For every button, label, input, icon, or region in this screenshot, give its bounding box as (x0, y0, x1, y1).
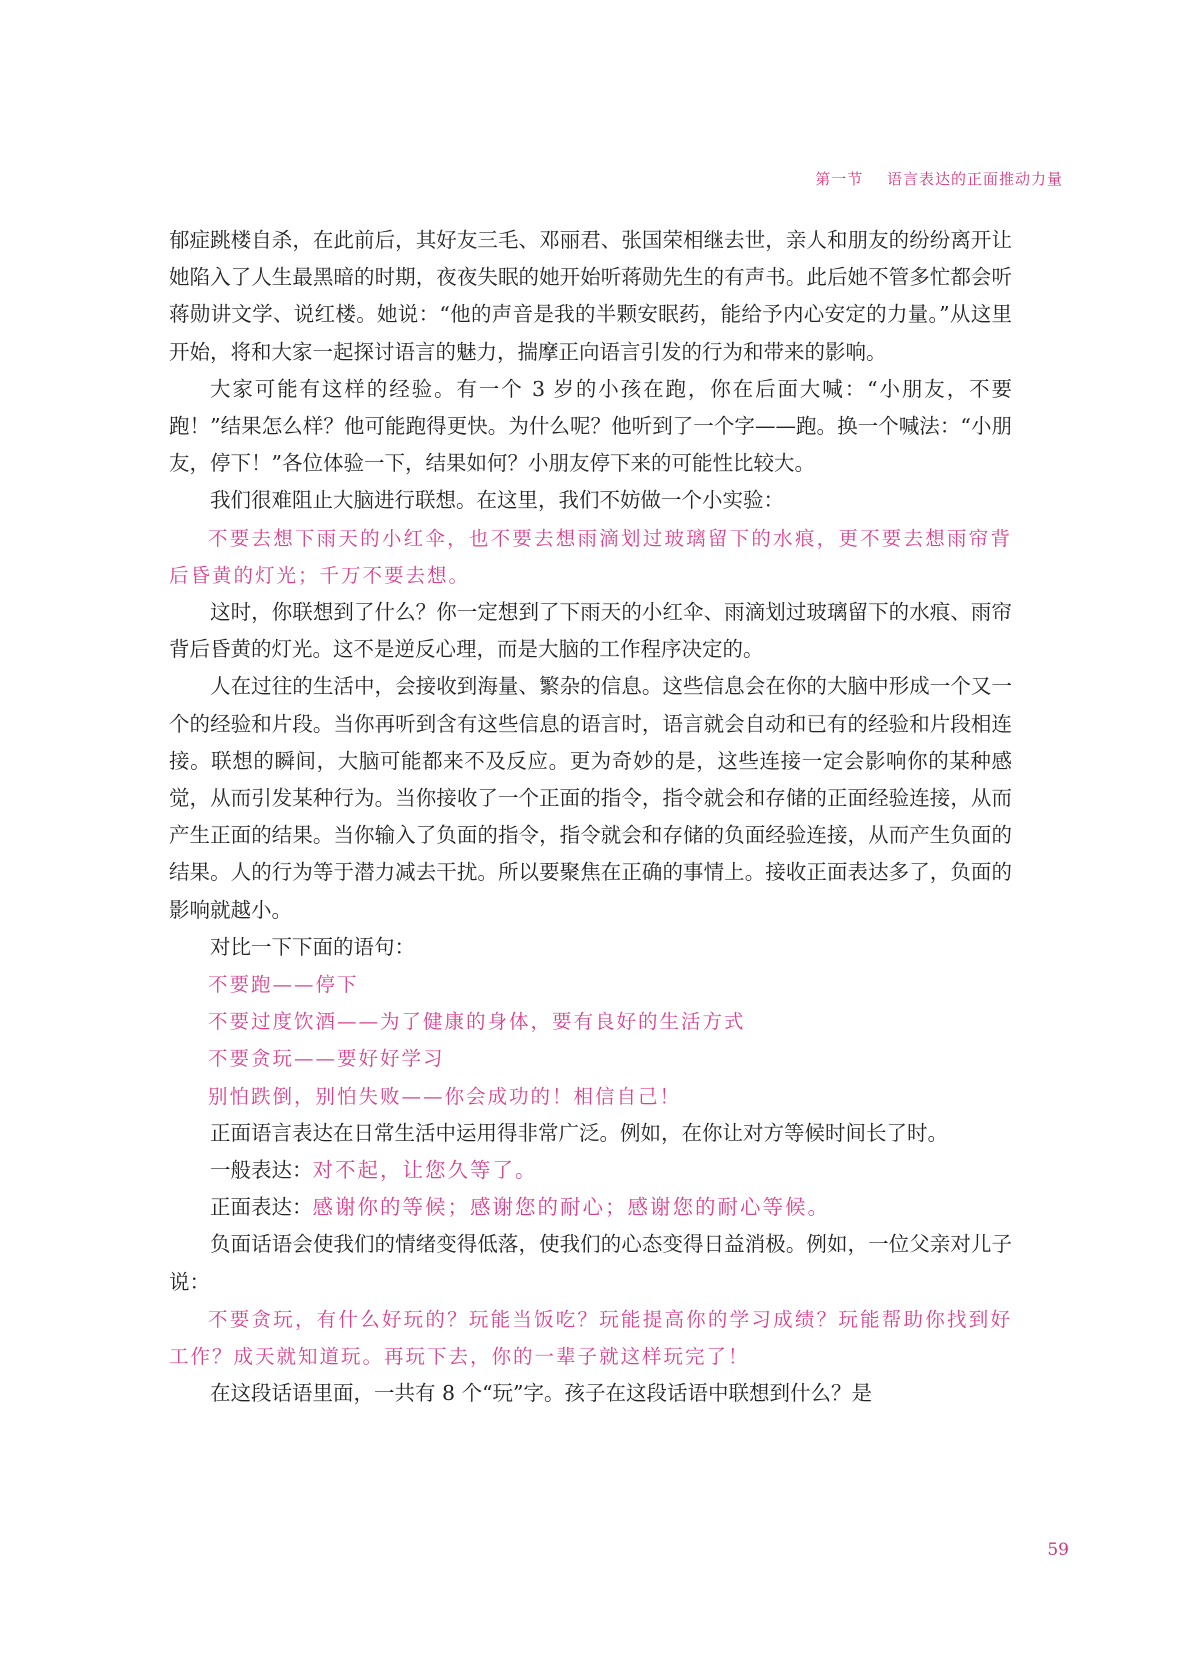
general-expression-label: 一般表达： (210, 1158, 313, 1183)
compare-line-4: 别怕跌倒，别怕失败——你会成功的！相信自己！ (208, 1084, 682, 1108)
header-title: 语言表达的正面推动力量 (886, 170, 1063, 188)
header-section: 第一节 (815, 170, 864, 188)
experiment-quote: 不要去想下雨天的小红伞，也不要去想雨滴划过玻璃留下的水痕，更不要去想雨帘背后昏黄的灯光；千万不要去想。 (169, 526, 1012, 587)
father-quote: 不要贪玩，有什么好玩的？玩能当饭吃？玩能提高你的学习成绩？玩能帮助你找到好工作？成天就知道玩。再玩下去，你的一辈子就这样玩完了！ (169, 1307, 1012, 1369)
body-text (169, 222, 1012, 1413)
positive-expression-text: 感谢你的等候；感谢您的耐心；感谢您的耐心等候。 (312, 1195, 830, 1220)
compare-line-2: 不要过度饮酒——为了健康的身体，要有良好的生活方式 (208, 1010, 746, 1034)
positive-expression (169, 1189, 1012, 1226)
paragraph-negative-words: 负面话语会使我们的情绪变得低落，使我们的心态变得日益消极。例如，一位父亲对儿子说： (169, 1232, 1012, 1294)
general-expression-text: 对不起，让您久等了。 (312, 1158, 538, 1183)
paragraph-association: 这时，你联想到了什么？你一定想到了下雨天的小红伞、雨滴划过玻璃留下的水痕、雨帘背后昏黄的灯光。这不是逆反心理，而是大脑的工作程序决定的。 (169, 600, 1012, 662)
paragraph-daily-usage: 正面语言表达在日常生活中运用得非常广泛。例如，在你让对方等候时间长了时。 (210, 1120, 948, 1145)
compare-line-3: 不要贪玩——要好好学习 (208, 1047, 445, 1071)
running-header (815, 168, 1063, 189)
general-expression (169, 1152, 1012, 1189)
page-number: 59 (1047, 1540, 1069, 1560)
paragraph-experiment-intro: 我们很难阻止大脑进行联想。在这里，我们不妨做一个小实验： (210, 488, 784, 513)
paragraph-child-example: 大家可能有这样的经验。有一个 3 岁的小孩在跑，你在后面大喊：“小朋友，不要跑！”结果怎么样？他可能跑得更快。为什么呢？他听到了一个字——跑。换一个喊法：“小朋友，停下！”各位体验一下，结果如何？小朋友停下来的可能性比较大。 (169, 376, 1012, 476)
paragraph-brain-explanation: 人在过往的生活中，会接收到海量、繁杂的信息。这些信息会在你的大脑中形成一个又一个的经验和片段。当你再听到含有这些信息的语言时，语言就会自动和已有的经验和片段相连接。联想的瞬间，大脑可能都来不及反应。更为奇妙的是，这些连接一定会影响你的某种感觉，从而引发某种行为。当你接收了一个正面的指令，指令就会和存储的正面经验连接，从而产生正面的结果。当你输入了负面的指令，指令就会和存储的负面经验连接，从而产生负面的结果。人的行为等于潜力减去干扰。所以要聚焦在正确的事情上。接收正面表达多了，负面的影响就越小。 (169, 674, 1012, 922)
paragraph-play-count: 在这段话语里面，一共有 8 个“玩”字。孩子在这段话语中联想到什么？是 (210, 1381, 873, 1406)
paragraph-intro: 郁症跳楼自杀，在此前后，其好友三毛、邓丽君、张国荣相继去世，亲人和朋友的纷纷离开让她陷入了人生最黑暗的时期，夜夜失眠的她开始听蒋勋先生的有声书。此后她不管多忙都会听蒋勋讲文学、说红楼。她说：“他的声音是我的半颗安眠药，能给予内心安定的力量。”从这里开始，将和大家一起探讨语言的魅力，揣摩正向语言引发的行为和带来的影响。 (169, 228, 1012, 364)
paragraph-compare-intro: 对比一下下面的语句： (210, 934, 415, 959)
positive-expression-label: 正面表达： (210, 1195, 313, 1220)
compare-line-1: 不要跑——停下 (208, 973, 359, 997)
